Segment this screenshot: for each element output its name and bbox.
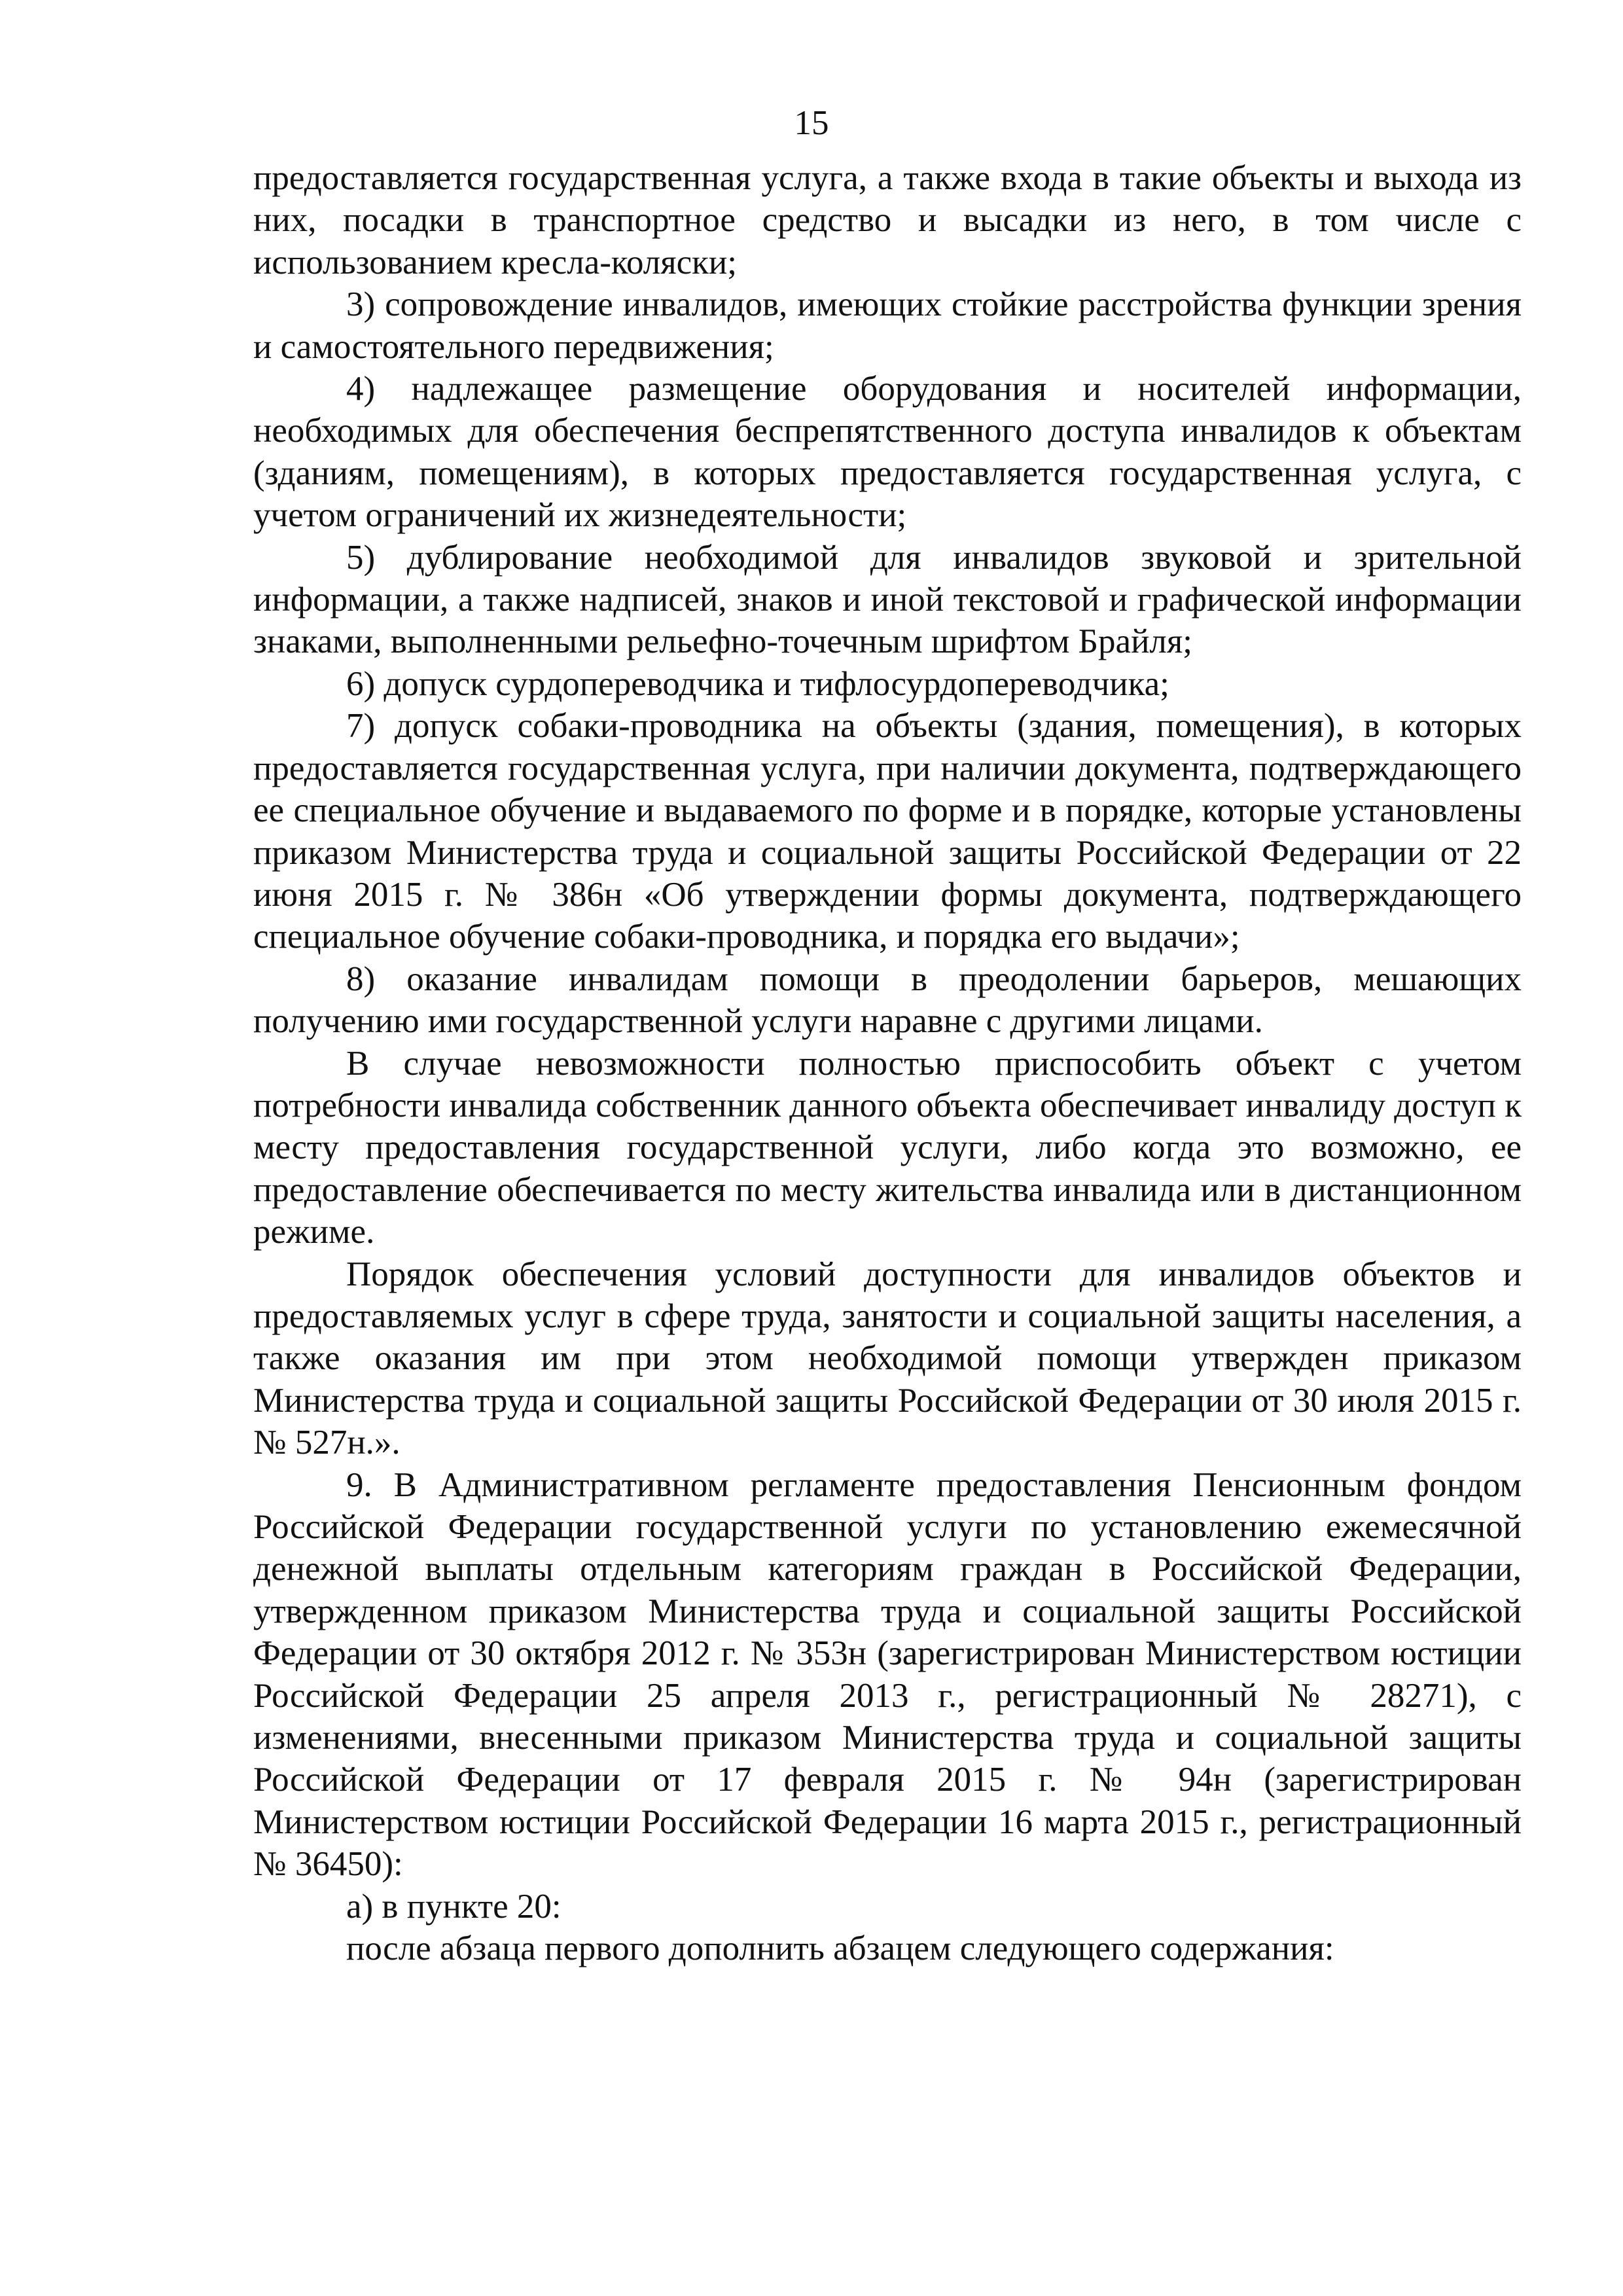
paragraph-impossibility: В случае невозможности полностью приспособить объект с учетом потребности инвалида собственник данного объекта обеспечивает инвалиду доступ к месту предоставления государственной услуги, либо когда это возможно, ее предоставление обеспечивается по месту жительства инвалида или в дистанционном режиме. — [253, 1044, 1522, 1251]
list-item-7: 7) допуск собаки-проводника на объекты (здания, помещения), в которых предоставляется государственная услуга, при наличии документа, подтверждающего ее специальное обучение и выдаваемого по форме и в порядке, которые установлены приказом Министерства труда и социальной защиты Российской Федерации от 22 июня 2015 г. № 386н «Об утверждении формы документа, подтверждающего специальное обучение собаки-проводника, и порядка его выдачи»; — [253, 707, 1522, 956]
list-item-8: 8) оказание инвалидам помощи в преодолении барьеров, мешающих получению ими государственной услуги наравне с другими лицами. — [253, 960, 1522, 1041]
list-item-5: 5) дублирование необходимой для инвалидов звуковой и зрительной информации, а также надписей, знаков и иной текстовой и графической информации знаками, выполненными рельефно-точечным шрифтом Брайля; — [253, 538, 1522, 661]
page-number: 15 — [794, 104, 829, 142]
paragraph-item-a: а) в пункте 20: — [346, 1887, 562, 1926]
paragraph-section-9: 9. В Административном регламенте предоставления Пенсионным фондом Российской Федерации государственной услуги по установлению ежемесячной денежной выплаты отдельным категориям граждан в Российской Федерации, утвержденном приказом Министерства труда и социальной защиты Российской Федерации от 30 октября 2012 г. № 353н (зарегистрирован Министерством юстиции Российской Федерации 25 апреля 2013 г., регистрационный № 28271), с изменениями, внесенными приказом Министерства труда и социальной защиты Российской Федерации от 17 февраля 2015 г. № 94н (зарегистрирован Министерством юстиции Российской Федерации 16 марта 2015 г., регистрационный № 36450): — [253, 1465, 1522, 1884]
paragraph-continuation: предоставляется государственная услуга, а также входа в такие объекты и выхода из них, посадки в транспортное средство и высадки из него, в том числе с использованием кресла-коляски; — [253, 159, 1522, 281]
list-item-4: 4) надлежащее размещение оборудования и носителей информации, необходимых для обеспечения беспрепятственного доступа инвалидов к объектам (зданиям, помещениям), в которых предоставляется государственная услуга, с учетом ограничений их жизнедеятельности; — [253, 370, 1522, 535]
paragraph-after-first: после абзаца первого дополнить абзацем следующего содержания: — [346, 1929, 1334, 1968]
list-item-3: 3) сопровождение инвалидов, имеющих стойкие расстройства функции зрения и самостоятельного передвижения; — [253, 285, 1522, 366]
document-body — [253, 157, 1522, 1969]
list-item-6: 6) допуск сурдопереводчика и тифлосурдопереводчика; — [346, 664, 1169, 703]
paragraph-procedure: Порядок обеспечения условий доступности для инвалидов объектов и предоставляемых услуг в сфере труда, занятости и социальной защиты населения, а также оказания им при этом необходимой помощи утвержден приказом Министерства труда и социальной защиты Российской Федерации от 30 июля 2015 г. № 527н.». — [253, 1255, 1522, 1462]
